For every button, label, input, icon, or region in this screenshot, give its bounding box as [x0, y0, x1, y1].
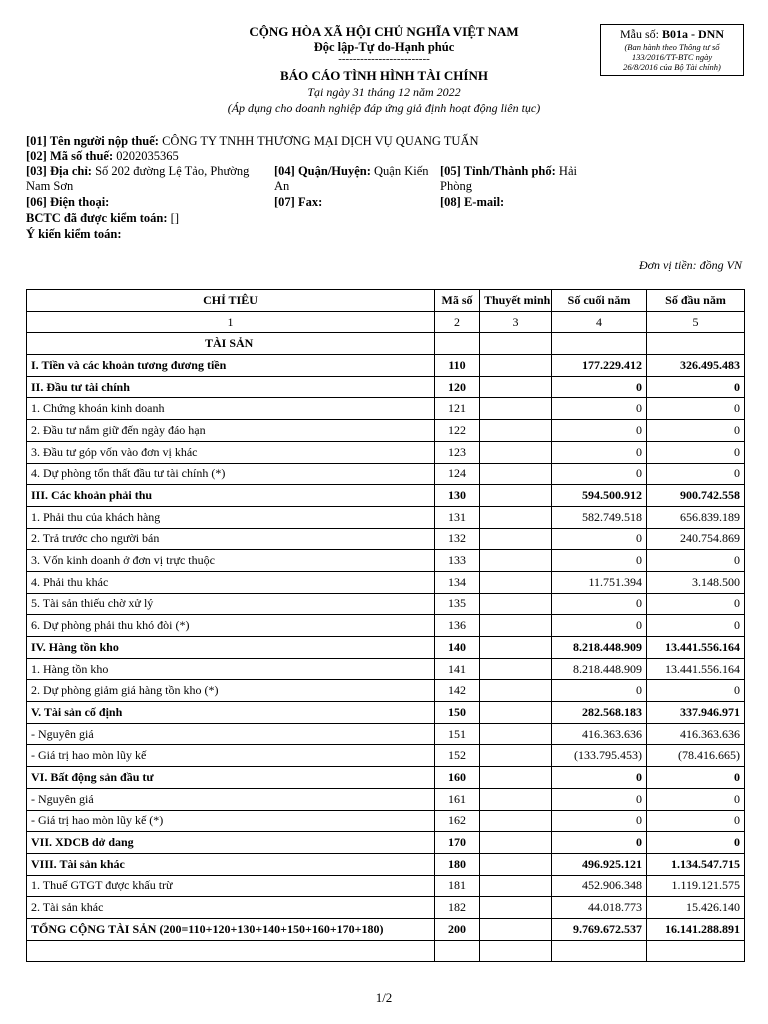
row-note — [480, 463, 552, 485]
row-indicator: 1. Chứng khoán kinh doanh — [27, 398, 435, 420]
row-note — [480, 550, 552, 572]
row-code: 181 — [435, 875, 480, 897]
row-end-of-year: 0 — [552, 420, 647, 442]
row-end-of-year: 9.769.672.537 — [552, 918, 647, 940]
index-cell: 4 — [552, 311, 647, 333]
row-code: 170 — [435, 832, 480, 854]
row-code: 180 — [435, 853, 480, 875]
row-beginning-of-year: 900.742.558 — [647, 485, 745, 507]
row-indicator: 3. Vốn kinh doanh ở đơn vị trực thuộc — [27, 550, 435, 572]
row-code: 182 — [435, 897, 480, 919]
row-end-of-year: 0 — [552, 441, 647, 463]
index-row — [27, 311, 745, 333]
row-note — [480, 788, 552, 810]
table-row — [27, 550, 745, 572]
row-end-of-year: 0 — [552, 528, 647, 550]
row-end-of-year: 416.363.636 — [552, 723, 647, 745]
row-code: 131 — [435, 506, 480, 528]
header-separator: ------------------------- — [338, 53, 430, 65]
table-row — [27, 853, 745, 875]
row-code: 133 — [435, 550, 480, 572]
empty-row — [27, 940, 745, 962]
row-note — [480, 702, 552, 724]
table-row — [27, 745, 745, 767]
row-beginning-of-year: 0 — [647, 810, 745, 832]
report-date: Tại ngày 31 tháng 12 năm 2022 — [307, 85, 461, 99]
row-code: 152 — [435, 745, 480, 767]
empty-cell — [552, 333, 647, 355]
header-beginning-of-year: Số đầu năm — [647, 290, 745, 312]
index-cell: 3 — [480, 311, 552, 333]
row-beginning-of-year: 13.441.556.164 — [647, 637, 745, 659]
table-row — [27, 615, 745, 637]
row-note — [480, 593, 552, 615]
row-end-of-year: 496.925.121 — [552, 853, 647, 875]
row-note — [480, 875, 552, 897]
row-note — [480, 571, 552, 593]
province: [05] Tỉnh/Thành phố: Hải Phòng — [440, 164, 577, 193]
row-beginning-of-year: 1.119.121.575 — [647, 875, 745, 897]
row-code: 120 — [435, 376, 480, 398]
row-indicator: 4. Phải thu khác — [27, 571, 435, 593]
country-name: CỘNG HÒA XÃ HỘI CHỦ NGHĨA VIỆT NAM — [249, 24, 519, 39]
row-code: 132 — [435, 528, 480, 550]
header-indicator: CHỈ TIÊU — [27, 290, 435, 312]
table-row — [27, 788, 745, 810]
table-row — [27, 528, 745, 550]
form-code: Mẫu số: B01a - DNN — [620, 27, 724, 41]
empty-cell — [480, 940, 552, 962]
row-indicator: - Giá trị hao mòn lũy kế — [27, 745, 435, 767]
row-code: 121 — [435, 398, 480, 420]
row-end-of-year: 0 — [552, 832, 647, 854]
form-note-1: (Ban hành theo Thông tư số — [624, 42, 720, 52]
row-beginning-of-year: (78.416.665) — [647, 745, 745, 767]
row-code: 151 — [435, 723, 480, 745]
row-end-of-year: 282.568.183 — [552, 702, 647, 724]
row-indicator: 2. Đầu tư nắm giữ đến ngày đáo hạn — [27, 420, 435, 442]
row-beginning-of-year: 16.141.288.891 — [647, 918, 745, 940]
form-code-box — [600, 24, 744, 76]
row-indicator: VIII. Tài sản khác — [27, 853, 435, 875]
row-code: 123 — [435, 441, 480, 463]
table-row — [27, 506, 745, 528]
audited-status: BCTC đã được kiểm toán: [] — [26, 211, 179, 225]
row-end-of-year: 0 — [552, 593, 647, 615]
row-beginning-of-year: 0 — [647, 615, 745, 637]
row-beginning-of-year: 3.148.500 — [647, 571, 745, 593]
index-cell: 1 — [27, 311, 435, 333]
row-code: 130 — [435, 485, 480, 507]
row-end-of-year: 177.229.412 — [552, 355, 647, 377]
row-indicator: 2. Tài sản khác — [27, 897, 435, 919]
row-note — [480, 723, 552, 745]
header-note: Thuyết minh — [480, 290, 552, 312]
table-row — [27, 897, 745, 919]
row-end-of-year: 8.218.448.909 — [552, 637, 647, 659]
table-row — [27, 571, 745, 593]
row-code: 161 — [435, 788, 480, 810]
row-indicator: II. Đầu tư tài chính — [27, 376, 435, 398]
row-beginning-of-year: 0 — [647, 832, 745, 854]
empty-cell — [647, 333, 745, 355]
district: [04] Quận/Huyện: Quận Kiến An — [274, 164, 429, 193]
row-beginning-of-year: 0 — [647, 420, 745, 442]
row-code: 141 — [435, 658, 480, 680]
row-note — [480, 810, 552, 832]
row-end-of-year: 0 — [552, 810, 647, 832]
row-beginning-of-year: 0 — [647, 767, 745, 789]
row-code: 150 — [435, 702, 480, 724]
table-row — [27, 420, 745, 442]
row-indicator: VII. XDCB dở dang — [27, 832, 435, 854]
fax: [07] Fax: — [274, 195, 323, 209]
row-note — [480, 420, 552, 442]
row-note — [480, 853, 552, 875]
national-motto: Độc lập-Tự do-Hạnh phúc — [313, 40, 455, 54]
row-indicator: - Nguyên giá — [27, 788, 435, 810]
row-beginning-of-year: 0 — [647, 680, 745, 702]
table-row — [27, 398, 745, 420]
row-beginning-of-year: 0 — [647, 788, 745, 810]
row-beginning-of-year: 0 — [647, 441, 745, 463]
row-indicator: 1. Phải thu của khách hàng — [27, 506, 435, 528]
tax-code: [02] Mã số thuế: 0202035365 — [26, 149, 179, 163]
row-note — [480, 832, 552, 854]
row-beginning-of-year: 13.441.556.164 — [647, 658, 745, 680]
empty-cell — [480, 333, 552, 355]
table-row — [27, 832, 745, 854]
row-beginning-of-year: 326.495.483 — [647, 355, 745, 377]
table-row — [27, 485, 745, 507]
row-beginning-of-year: 15.426.140 — [647, 897, 745, 919]
row-note — [480, 745, 552, 767]
row-code: 134 — [435, 571, 480, 593]
row-note — [480, 441, 552, 463]
row-note — [480, 767, 552, 789]
table-header-row — [27, 290, 745, 312]
row-end-of-year: 0 — [552, 680, 647, 702]
row-beginning-of-year: 0 — [647, 550, 745, 572]
row-beginning-of-year: 337.946.971 — [647, 702, 745, 724]
row-note — [480, 485, 552, 507]
row-end-of-year: 582.749.518 — [552, 506, 647, 528]
row-beginning-of-year: 0 — [647, 376, 745, 398]
section-title: TÀI SẢN — [27, 333, 435, 355]
row-note — [480, 506, 552, 528]
row-end-of-year: 0 — [552, 463, 647, 485]
row-end-of-year: 11.751.394 — [552, 571, 647, 593]
table-row — [27, 593, 745, 615]
table-row — [27, 875, 745, 897]
table-row — [27, 658, 745, 680]
section-row — [27, 333, 745, 355]
row-note — [480, 897, 552, 919]
row-code: 135 — [435, 593, 480, 615]
row-code: 124 — [435, 463, 480, 485]
empty-cell — [435, 940, 480, 962]
row-end-of-year: 8.218.448.909 — [552, 658, 647, 680]
row-end-of-year: 0 — [552, 398, 647, 420]
row-indicator: IV. Hàng tồn kho — [27, 637, 435, 659]
row-code: 142 — [435, 680, 480, 702]
empty-cell — [647, 940, 745, 962]
empty-cell — [27, 940, 435, 962]
table-row — [27, 637, 745, 659]
table-row — [27, 723, 745, 745]
table-row — [27, 441, 745, 463]
row-note — [480, 637, 552, 659]
address: [03] Địa chỉ: Số 202 đường Lệ Tảo, Phường Nam Sơn — [26, 164, 250, 193]
row-note — [480, 376, 552, 398]
row-note — [480, 615, 552, 637]
row-end-of-year: 44.018.773 — [552, 897, 647, 919]
row-indicator: 1. Hàng tồn kho — [27, 658, 435, 680]
email: [08] E-mail: — [440, 195, 505, 209]
table-row — [27, 767, 745, 789]
row-end-of-year: 0 — [552, 550, 647, 572]
phone: [06] Điện thoại: — [26, 195, 110, 209]
row-indicator: 3. Đầu tư góp vốn vào đơn vị khác — [27, 441, 435, 463]
row-end-of-year: 0 — [552, 615, 647, 637]
index-cell: 2 — [435, 311, 480, 333]
row-indicator: 5. Tài sản thiếu chờ xử lý — [27, 593, 435, 615]
row-note — [480, 680, 552, 702]
row-indicator: - Giá trị hao mòn lũy kế (*) — [27, 810, 435, 832]
empty-cell — [435, 333, 480, 355]
row-note — [480, 355, 552, 377]
header-end-of-year: Số cuối năm — [552, 290, 647, 312]
index-cell: 5 — [647, 311, 745, 333]
row-end-of-year: 0 — [552, 788, 647, 810]
row-indicator: 2. Trả trước cho người bán — [27, 528, 435, 550]
table-row — [27, 463, 745, 485]
row-beginning-of-year: 0 — [647, 463, 745, 485]
row-beginning-of-year: 240.754.869 — [647, 528, 745, 550]
row-code: 162 — [435, 810, 480, 832]
table-row — [27, 918, 745, 940]
row-note — [480, 398, 552, 420]
row-beginning-of-year: 0 — [647, 398, 745, 420]
report-applicability: (Áp dụng cho doanh nghiệp đáp ứng giả định hoạt động liên tục) — [227, 101, 541, 115]
page-number: 1/2 — [375, 990, 393, 1005]
row-end-of-year: 452.906.348 — [552, 875, 647, 897]
taxpayer-name: [01] Tên người nộp thuế: CÔNG TY TNHH THƯƠNG MẠI DỊCH VỤ QUANG TUẤN — [26, 134, 479, 148]
row-end-of-year: 0 — [552, 767, 647, 789]
table-row — [27, 810, 745, 832]
row-beginning-of-year: 1.134.547.715 — [647, 853, 745, 875]
row-beginning-of-year: 656.839.189 — [647, 506, 745, 528]
row-note — [480, 528, 552, 550]
table-row — [27, 680, 745, 702]
row-code: 140 — [435, 637, 480, 659]
row-code: 160 — [435, 767, 480, 789]
row-indicator: 4. Dự phòng tổn thất đầu tư tài chính (*) — [27, 463, 435, 485]
row-indicator: 6. Dự phòng phải thu khó đòi (*) — [27, 615, 435, 637]
audit-opinion: Ý kiến kiểm toán: — [26, 227, 122, 241]
row-code: 110 — [435, 355, 480, 377]
balance-sheet-table — [26, 289, 745, 962]
row-beginning-of-year: 0 — [647, 593, 745, 615]
report-title: BÁO CÁO TÌNH HÌNH TÀI CHÍNH — [280, 68, 488, 83]
row-indicator: 1. Thuế GTGT được khấu trừ — [27, 875, 435, 897]
row-indicator: I. Tiền và các khoản tương đương tiền — [27, 355, 435, 377]
row-beginning-of-year: 416.363.636 — [647, 723, 745, 745]
header-code: Mã số — [435, 290, 480, 312]
row-indicator: TỔNG CỘNG TÀI SẢN (200=110+120+130+140+150+160+170+180) — [27, 918, 435, 940]
row-end-of-year: (133.795.453) — [552, 745, 647, 767]
row-code: 200 — [435, 918, 480, 940]
form-note-3: 26/8/2016 của Bộ Tài chính) — [623, 62, 721, 72]
row-indicator: III. Các khoản phải thu — [27, 485, 435, 507]
form-note-2: 133/2016/TT-BTC ngày — [631, 52, 713, 62]
row-note — [480, 918, 552, 940]
row-end-of-year: 0 — [552, 376, 647, 398]
row-code: 122 — [435, 420, 480, 442]
row-code: 136 — [435, 615, 480, 637]
row-note — [480, 658, 552, 680]
row-end-of-year: 594.500.912 — [552, 485, 647, 507]
row-indicator: V. Tài sản cố định — [27, 702, 435, 724]
table-row — [27, 702, 745, 724]
row-indicator: 2. Dự phòng giảm giá hàng tồn kho (*) — [27, 680, 435, 702]
row-indicator: VI. Bất động sản đầu tư — [27, 767, 435, 789]
table-row — [27, 355, 745, 377]
currency-unit: Đơn vị tiền: đồng VN — [638, 258, 742, 272]
row-indicator: - Nguyên giá — [27, 723, 435, 745]
table-row — [27, 376, 745, 398]
empty-cell — [552, 940, 647, 962]
